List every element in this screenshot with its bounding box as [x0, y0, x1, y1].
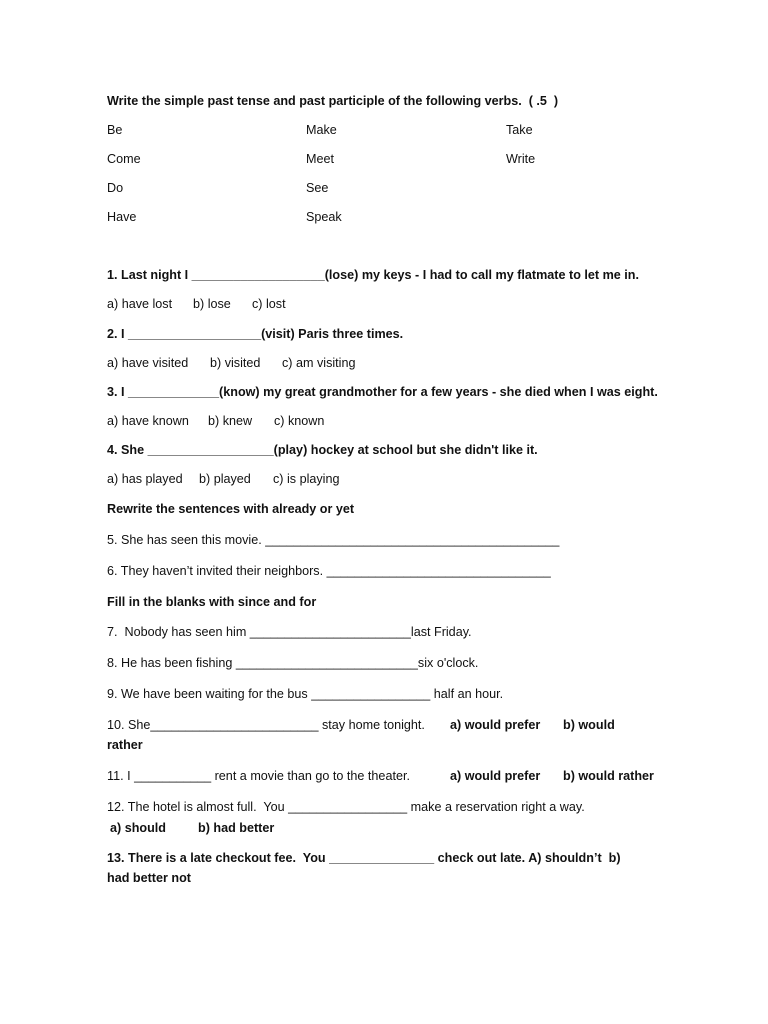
question-6: 6. They haven’t invited their neighbors. ________________________________	[107, 564, 551, 578]
q11-option-a: a) would prefer	[450, 769, 541, 783]
q12-option-a: a) should	[110, 821, 166, 835]
q10-option-a: a) would prefer	[450, 718, 541, 732]
q11-option-b: b) would rather	[563, 769, 654, 783]
q1-option-b: b) lose	[193, 297, 231, 311]
q12-option-b: b) had better	[198, 821, 275, 835]
q2-option-b: b) visited	[210, 356, 261, 370]
verb-write: Write	[506, 152, 536, 166]
question-11: 11. I ___________ rent a movie than go to the theater.	[107, 769, 410, 783]
verb-do: Do	[107, 181, 124, 195]
section-already-yet-title: Rewrite the sentences with already or yet	[107, 502, 355, 516]
verb-have: Have	[107, 210, 137, 224]
verb-make: Make	[306, 123, 337, 137]
q3-option-c: c) known	[274, 414, 325, 428]
question-9: 9. We have been waiting for the bus _________________ half an hour.	[107, 687, 504, 701]
q2-option-c: c) am visiting	[282, 356, 356, 370]
q3-option-a: a) have known	[107, 414, 189, 428]
question-3: 3. I _____________(know) my great grandmother for a few years - she died when I was eight.	[107, 385, 658, 399]
q2-option-a: a) have visited	[107, 356, 189, 370]
q1-option-c: c) lost	[252, 297, 286, 311]
question-2: 2. I ___________________(visit) Paris three times.	[107, 327, 404, 341]
q4-option-a: a) has played	[107, 472, 183, 486]
verbs-instruction: Write the simple past tense and past participle of the following verbs. ( .5 )	[107, 94, 559, 108]
q3-option-b: b) knew	[208, 414, 253, 428]
q10-option-b-continued: rather	[107, 738, 143, 752]
q1-option-a: a) have lost	[107, 297, 173, 311]
question-12: 12. The hotel is almost full. You _________________ make a reservation right a way.	[107, 800, 585, 814]
verb-be: Be	[107, 123, 123, 137]
section-since-for-title: Fill in the blanks with since and for	[107, 595, 317, 609]
verb-see: See	[306, 181, 329, 195]
verb-take: Take	[506, 123, 533, 137]
question-1: 1. Last night I ___________________(lose) my keys - I had to call my flatmate to let me in.	[107, 268, 639, 282]
q10-option-b: b) would	[563, 718, 615, 732]
question-4: 4. She __________________(play) hockey at school but she didn't like it.	[107, 443, 538, 457]
question-5: 5. She has seen this movie. __________________________________________	[107, 533, 560, 547]
q4-option-b: b) played	[199, 472, 251, 486]
question-7: 7. Nobody has seen him _______________________last Friday.	[107, 625, 472, 639]
question-8: 8. He has been fishing __________________________six o'clock.	[107, 656, 479, 670]
verb-meet: Meet	[306, 152, 334, 166]
question-13-continued: had better not	[107, 871, 191, 885]
question-10: 10. She________________________ stay home tonight.	[107, 718, 425, 732]
verb-come: Come	[107, 152, 141, 166]
q4-option-c: c) is playing	[273, 472, 340, 486]
verb-speak: Speak	[306, 210, 342, 224]
question-13: 13. There is a late checkout fee. You _______________ check out late. A) shouldn’t b)	[107, 851, 621, 865]
